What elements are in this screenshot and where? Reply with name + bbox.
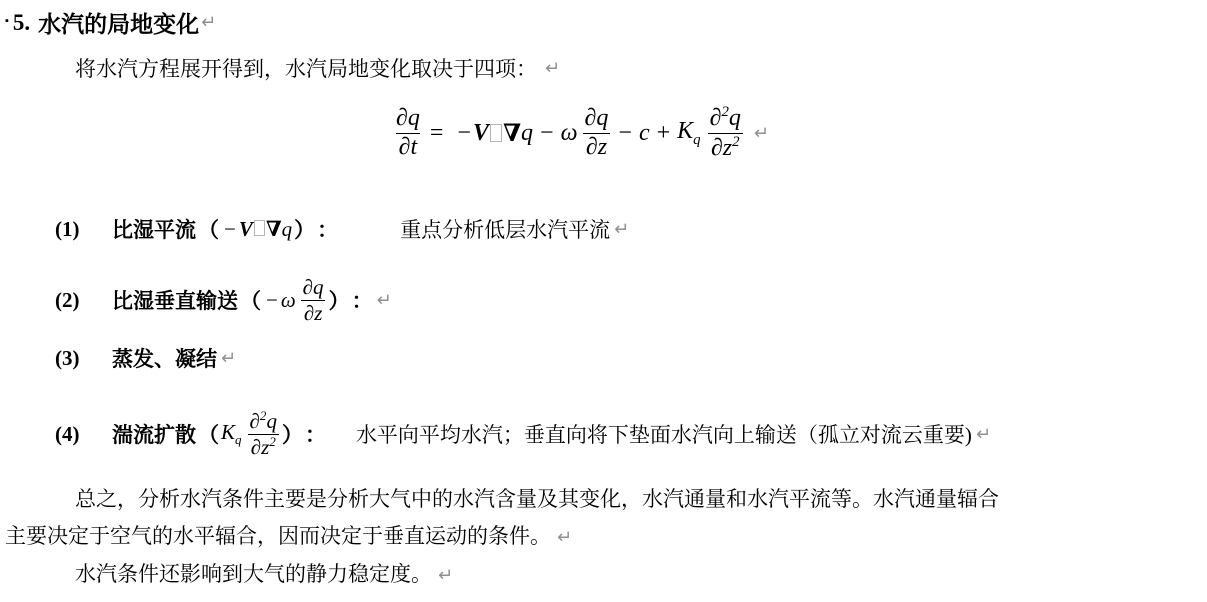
open-paren: （ [198,423,219,447]
paragraph-mark-icon: ↵ [614,218,630,240]
intro-paragraph [75,53,560,83]
item-label: 蒸发、凝结 [112,347,217,371]
paragraph-mark-icon: ↵ [221,347,237,369]
paragraph-mark-icon: ↵ [545,57,561,79]
frac-d2q-dz2: $\frac{\partial^2q}{\partial z^2}$ [709,103,741,161]
frac-d2q-dz2: $\frac{\partial^2q}{\partial z^2}$ [249,408,277,459]
frac-dq-dt: $\frac{\partial q}{\partial t}$ [396,104,420,160]
K-subscript: q [693,131,701,148]
c-variable: c [638,119,650,146]
item-description: 重点分析低层水汽平流 [400,218,611,242]
paragraph-mark-icon: ↵ [753,122,769,144]
equals-sign: = [429,119,444,146]
minus-sign: − [618,119,632,146]
paragraph-mark-icon: ↵ [201,12,217,33]
item-colon: ： [317,218,339,242]
list-item-4 [55,394,991,474]
omega-variable: ω [280,287,296,312]
item-label: 比湿平流 [112,218,196,242]
list-item-1 [55,208,629,250]
frac-dq-dz: $\frac{\partial q}{\partial z}$ [584,104,609,160]
section-heading [5,6,216,39]
close-paren: ） [281,423,303,447]
frac-dq-dz: $\frac{\partial q}{\partial z}$ [302,275,324,325]
paragraph-mark-icon: ↵ [438,565,454,586]
q-variable: q [281,217,293,241]
K-coefficient: $K_q$ [221,419,242,448]
vector-V: V [472,119,489,146]
close-paren: ） [294,218,316,242]
omega-variable: ω [560,119,578,146]
minus-sign: − [540,119,554,146]
open-paren: （ [198,218,219,242]
list-item-2 [55,262,392,338]
paragraph-mark-icon: ↵ [376,289,392,311]
section-number: 5. [12,9,31,35]
K-subscript: q [235,432,242,448]
item-description: 水平向平均水汽；垂直向将下垫面水汽向上输送（孤立对流云重要) [355,423,972,447]
close-paren: ） [328,289,350,313]
item-colon: ： [351,289,373,313]
list-bullet-icon: ▪ [5,14,9,27]
open-paren: （ [240,289,261,313]
dot-operator-missing-glyph-box [490,124,502,142]
plus-sign: + [656,119,671,146]
item-number: (1) [55,216,80,241]
item-number: (2) [55,287,80,312]
intro-text: 将水汽方程展开得到，水汽局地变化取决于四项： [75,57,537,81]
summary-paragraph [5,481,1165,594]
item-number: (4) [55,421,80,446]
item-label: 湍流扩散 [112,423,196,447]
paragraph-mark-icon: ↵ [975,423,992,445]
q-variable: q [521,119,534,146]
vector-V: V [238,217,253,241]
K-coefficient: $K_q$ [677,117,701,148]
item-label: 比湿垂直输送 [112,289,238,313]
item-number: (3) [55,345,80,370]
turbulent-diffusion-term [221,409,280,458]
nabla-operator: ∇ [265,217,282,241]
section-title: 水汽的局地变化 [38,12,200,37]
summary-line-2: 主要决定于空气的水平辐合，因而决定于垂直运动的条件。 ↵ [5,524,573,548]
paragraph-mark-icon: ↵ [557,527,573,548]
dot-operator-missing-glyph-box [254,220,265,236]
nabla-operator: ∇ [502,121,522,147]
water-vapor-equation [393,88,769,178]
minus-sign: − [457,119,471,146]
advection-term: − V ∇q [224,217,293,241]
item-colon: ： [304,423,326,447]
vertical-transport-term: − ω $\frac{\partial q}{\partial z}$ [263,275,327,324]
list-item-3 [55,340,236,376]
summary-line-3: 水汽条件还影响到大气的静力稳定度。 ↵ [75,562,454,586]
summary-line-1: 总之，分析水汽条件主要是分析大气中的水汽含量及其变化，水汽通量和水汽平流等。水汽通量辐合 [75,487,999,511]
